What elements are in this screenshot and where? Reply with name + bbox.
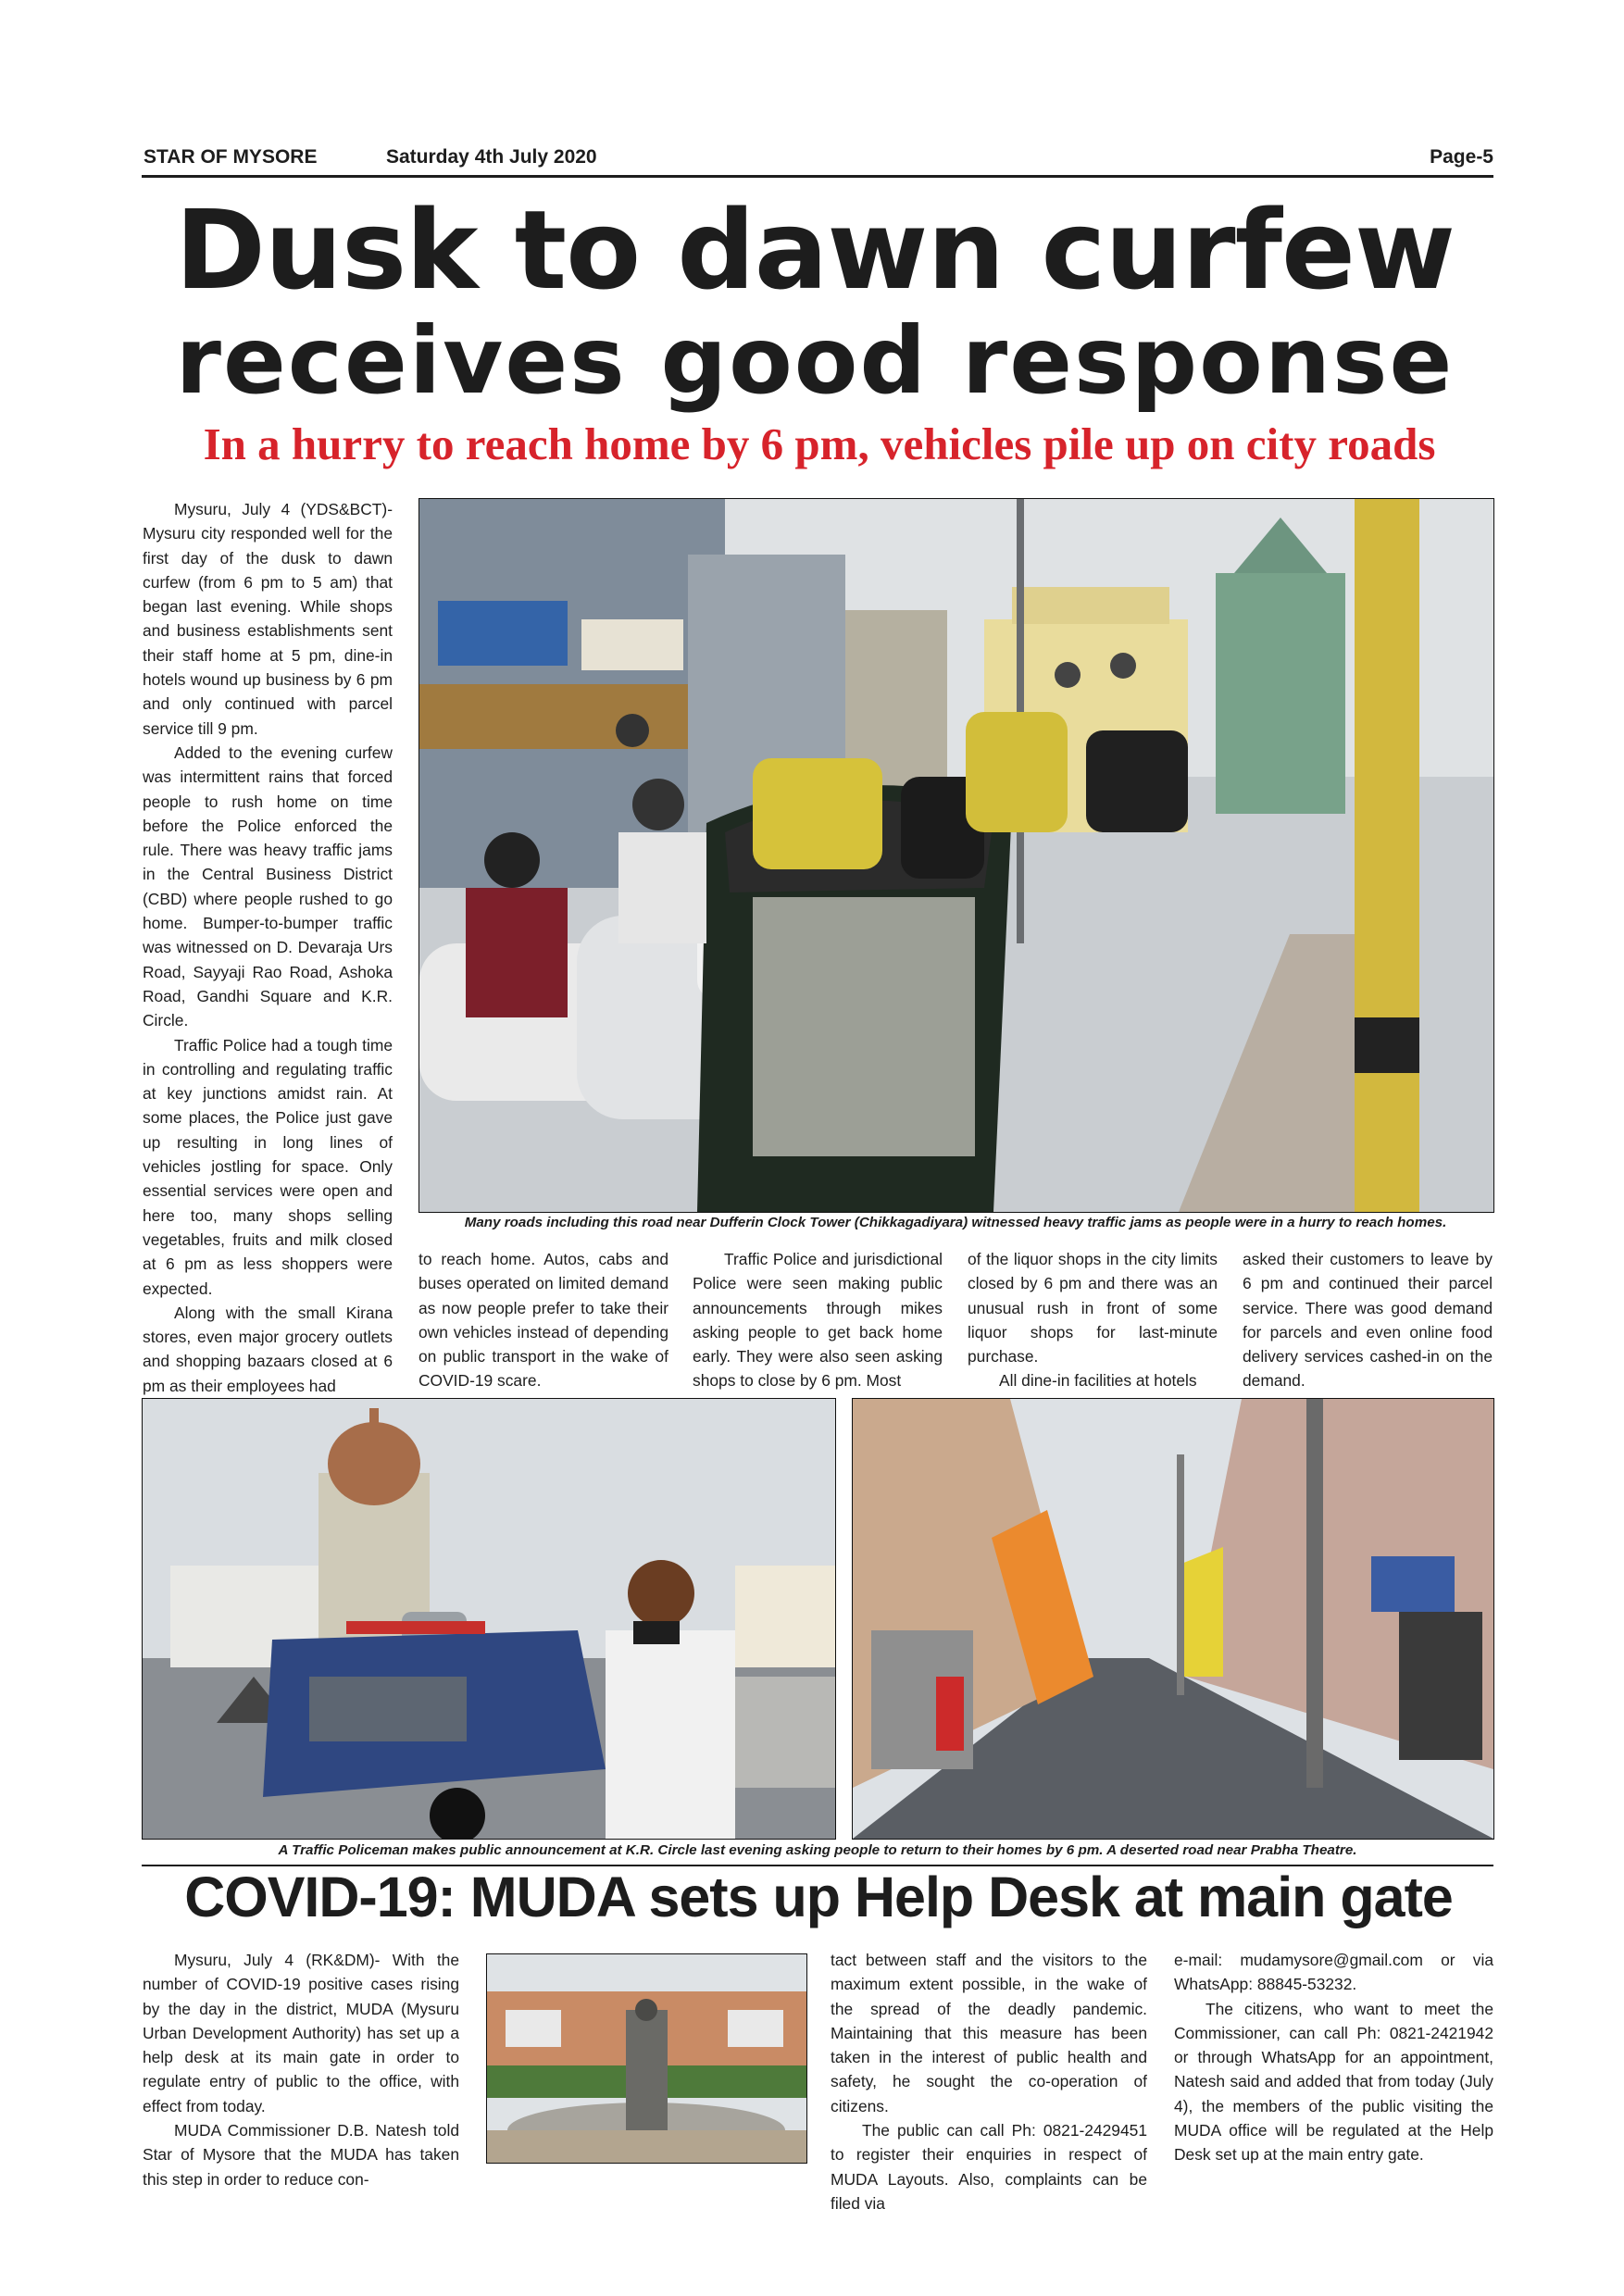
masthead (144, 146, 1493, 174)
muda-office-illustration (487, 1954, 806, 2163)
lead-paragraph-2: Added to the evening curfew was intermittent rains that forced people to rush home on time before the Police enforced the rule. There was heavy traffic jams in the Central Business District (CBD) where people rushed to go home. Bumper-to-bumper traffic was witnessed on D. Devaraja Urs Road, Sayyaji Rao Road, Ashoka Road, Gandhi Square and K.R. Circle. (143, 742, 393, 1030)
issue-date: Saturday 4th July 2020 (386, 146, 597, 168)
traffic-jam-illustration (419, 499, 1493, 1212)
photo-deserted-road (852, 1398, 1494, 1840)
masthead-rule (142, 175, 1493, 178)
bottom-photos-caption: A Traffic Policeman makes public announcement at K.R. Circle last evening asking people to return to their homes by 6 pm. A deserted road near Prabha Theatre. (278, 1842, 1357, 1858)
lead-paragraph-4: Along with the small Kirana stores, even major grocery outlets and shopping bazaars closed at 6 pm as their employees had (143, 1303, 393, 1395)
page-number: Page-5 (1430, 146, 1493, 168)
muda-office-photo (486, 1953, 807, 2164)
main-photo-caption: Many roads including this road near Dufferin Clock Tower (Chikkagadiyara) witnessed heavy traffic jams as people were in a hurry to reach homes. (464, 1215, 1447, 1230)
photo-traffic-policeman (142, 1398, 836, 1840)
muda-column-1 (143, 1948, 459, 2191)
lead-col2-text: to reach home. Autos, cabs and buses operated on limited demand as now people prefer to take their own vehicles instead of depending on public transport in the wake of COVID-19 scare. (418, 1250, 668, 1391)
policeman-illustration (143, 1399, 835, 1839)
headline-line-1: Dusk to dawn curfew (174, 186, 1455, 314)
lead-col4-text-b: All dine-in facilities at hotels (999, 1371, 1197, 1391)
headline-line-2: receives good response (175, 306, 1455, 415)
muda-paragraph-2: MUDA Commissioner D.B. Natesh told Star of Mysore that the MUDA has taken this step in order to reduce con- (143, 2121, 459, 2189)
deserted-road-illustration (853, 1399, 1493, 1839)
lead-col5-text: asked their customers to leave by 6 pm and continued their parcel service. There was good demand for parcels and even online food delivery services cashed-in on the demand. (1243, 1250, 1493, 1391)
lead-story-column-3 (693, 1247, 943, 1393)
lead-paragraph-3: Traffic Police had a tough time in controlling and regulating traffic at key junctions amidst rain. At some places, the Police just gave up resulting in long lines of vehicles jostling for space. Only essential services were open and here too, many shops selling vegetables, fruits and milk closed at 6 pm as less shoppers were expected. (143, 1035, 393, 1298)
lead-paragraph-1: Mysuru, July 4 (YDS&BCT)- Mysuru city responded well for the first day of the dusk to dawn curfew (from 6 pm to 5 am) that began last evening. While shops and business establishments sent their staff home at 5 pm, dine-in hotels wound up business by 6 pm and only continued with parcel service till 9 pm. (143, 500, 393, 738)
muda-paragraph-5: e-mail: mudamysore@gmail.com or via WhatsApp: 88845-53232. (1174, 1951, 1493, 1994)
lead-story-column-1 (143, 497, 393, 1398)
muda-paragraph-1: Mysuru, July 4 (RK&DM)- With the number of COVID-19 positive cases rising by the day in the district, MUDA (Mysuru Urban Development Authority) has set up a help desk at its main gate in order to regulate entry of public to the office, with effect from today. (143, 1951, 459, 2115)
muda-column-4 (1174, 1948, 1493, 2167)
main-photo-traffic-jam (418, 498, 1494, 1213)
muda-column-3 (831, 1948, 1147, 2215)
lead-story-column-5 (1243, 1247, 1493, 1393)
paper-name: STAR OF MYSORE (144, 146, 318, 168)
muda-headline: COVID-19: MUDA sets up Help Desk at main gate (184, 1866, 1453, 1928)
headline-kicker: In a hurry to reach home by 6 pm, vehicles pile up on city roads (203, 418, 1436, 469)
lead-col4-text-a: of the liquor shops in the city limits closed by 6 pm and there was an unusual rush in front of some liquor shops for last-minute purchase. (968, 1250, 1218, 1366)
lead-story-column-2 (418, 1247, 668, 1393)
muda-paragraph-6: The citizens, who want to meet the Commissioner, can call Ph: 0821-2421942 or through WhatsApp for an appointment, Natesh said and added that from today (July 4), the members of the public visiting the MUDA office will be regulated at the Help Desk set up at the main entry gate. (1174, 1999, 1493, 2165)
muda-paragraph-3: tact between staff and the visitors to the maximum extent possible, in the wake of the spread of the deadly pandemic. Maintaining that this measure has been taken in the interest of public health and safety, he sought the co-operation of citizens. (831, 1951, 1147, 2115)
lead-story-column-4 (968, 1247, 1218, 1393)
lead-col3-text: Traffic Police and jurisdictional Police were seen making public announcements through mikes asking people to get back home early. They were also seen asking shops to close by 6 pm. Most (693, 1250, 943, 1391)
muda-paragraph-4: The public can call Ph: 0821-2429451 to register their enquiries in respect of MUDA Layouts. Also, complaints can be filed via (831, 2121, 1147, 2213)
